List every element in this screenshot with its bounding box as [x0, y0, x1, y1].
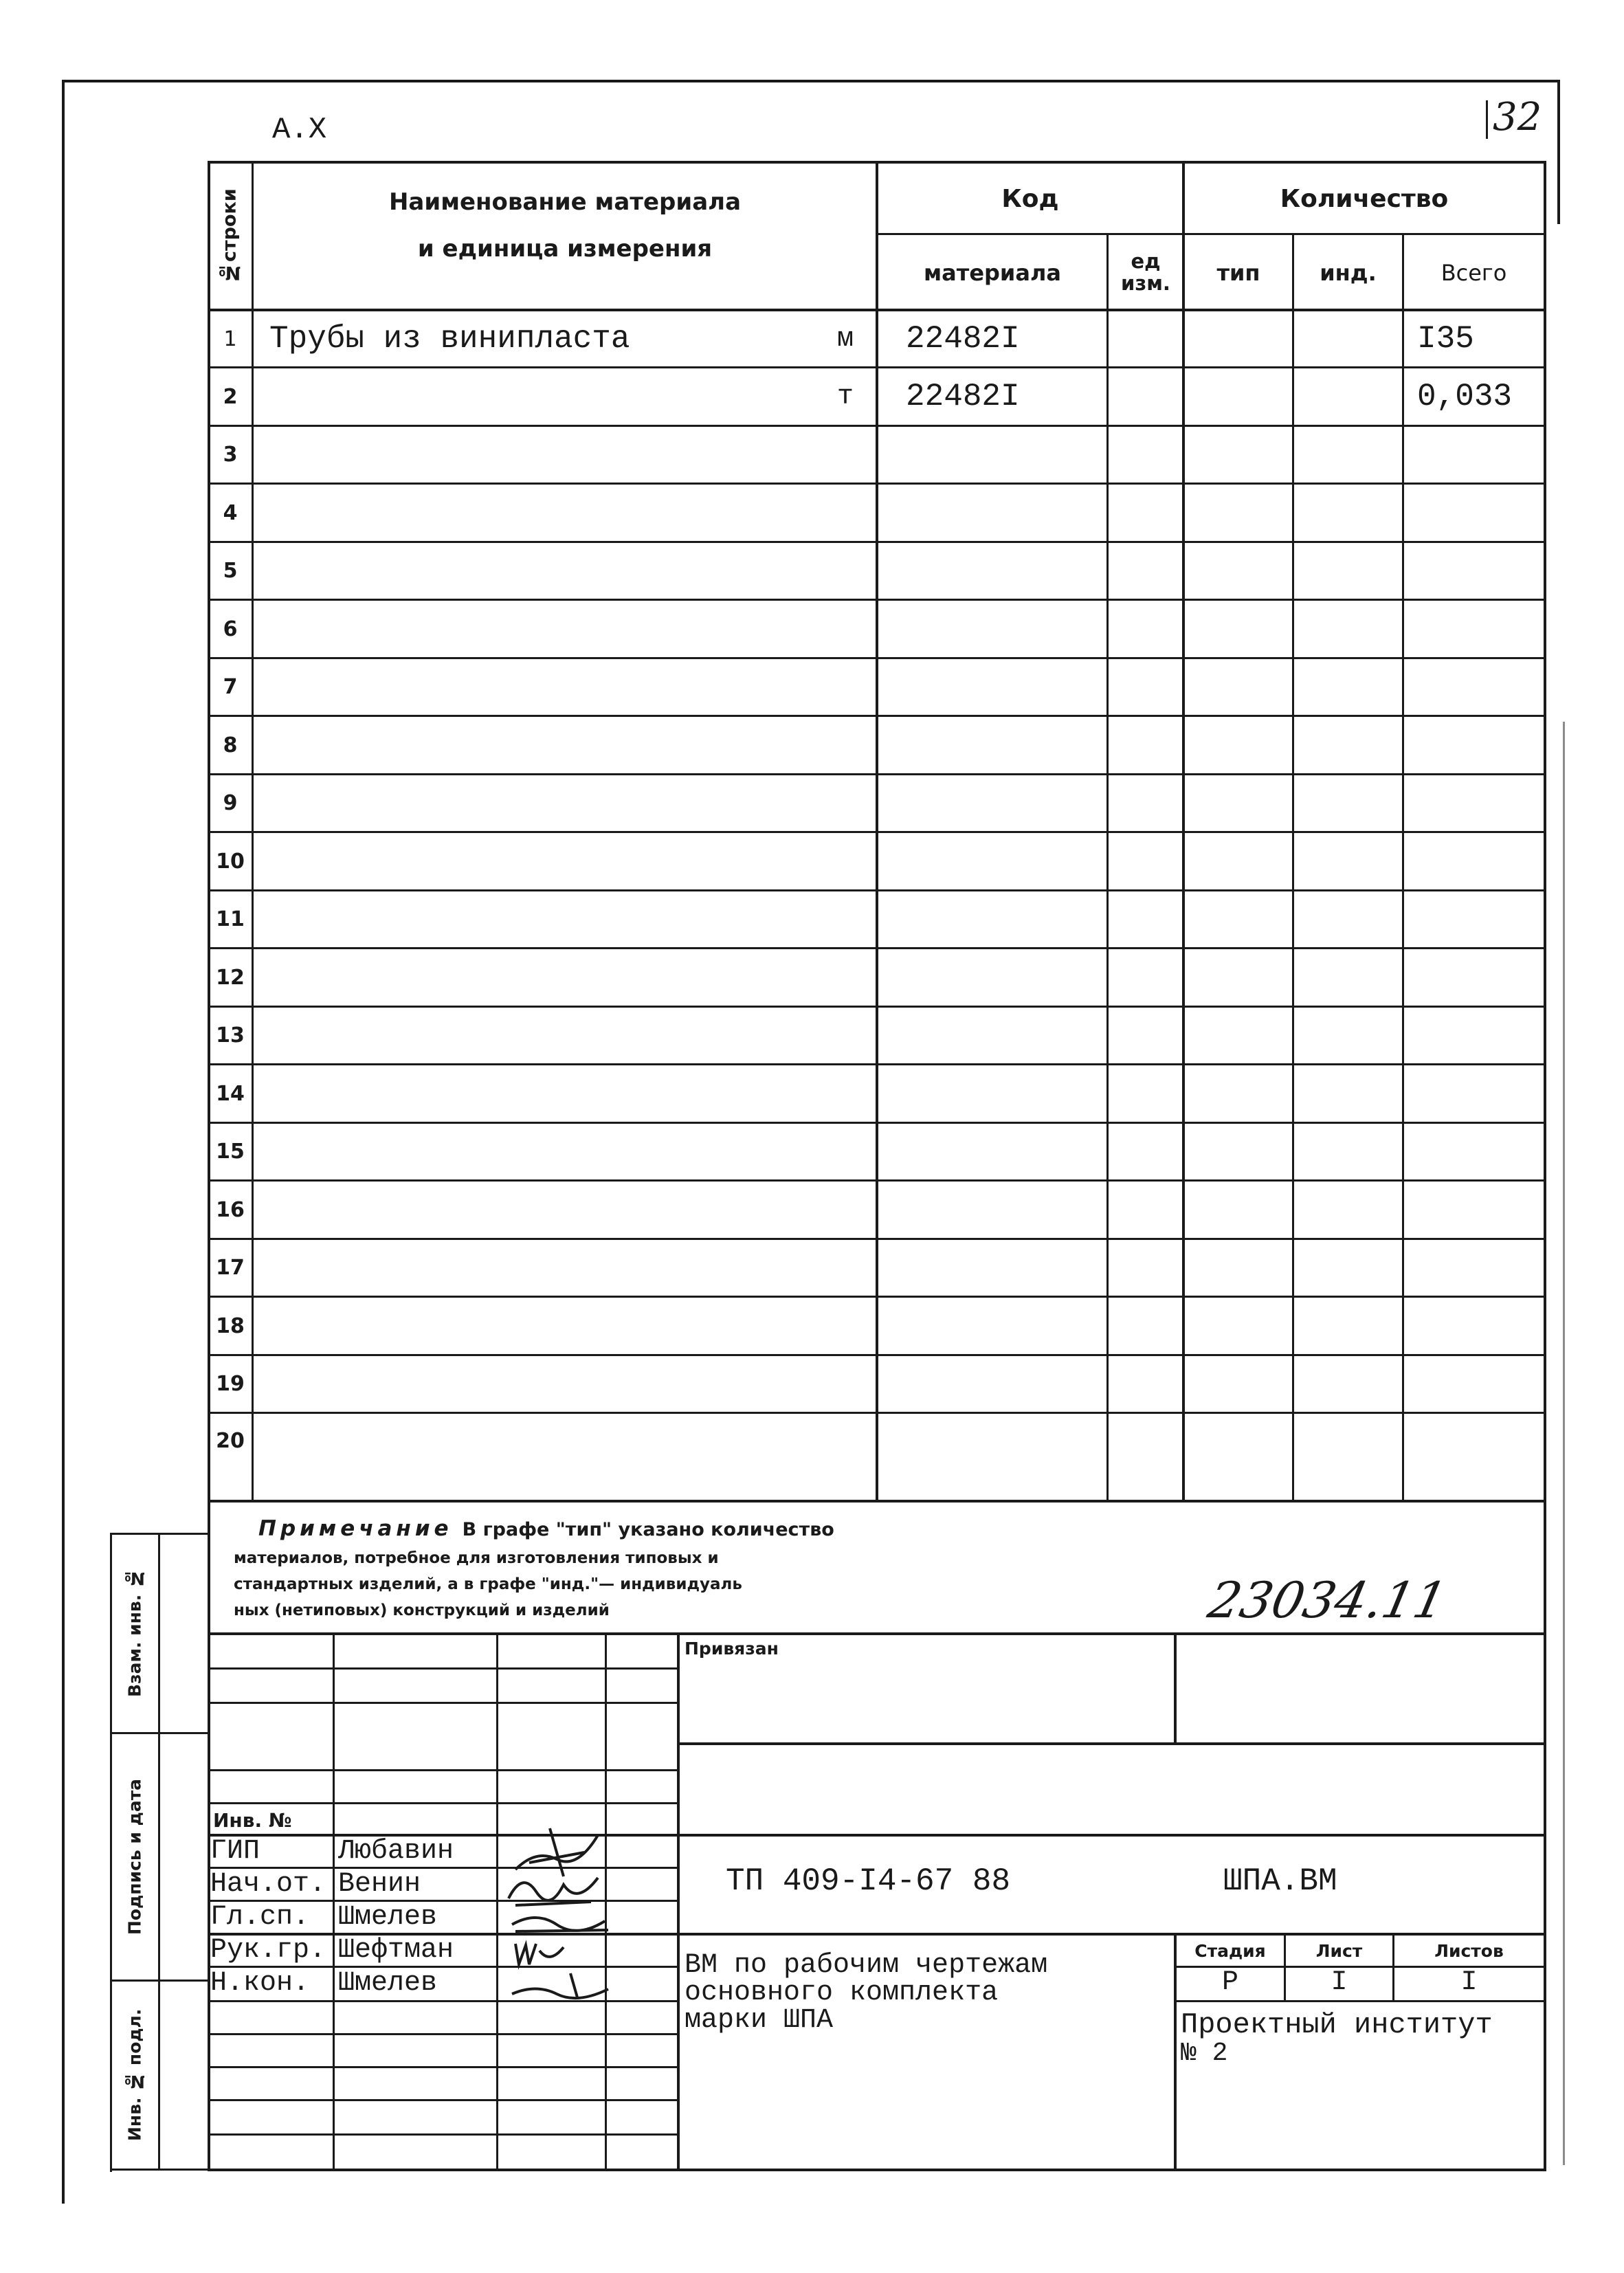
page-top-border	[63, 80, 1560, 82]
col-line-material	[1106, 233, 1109, 1501]
note-line4: ных (нетиповых) конструкций и изделий	[234, 1601, 610, 1619]
col-line-ind	[1402, 233, 1404, 1501]
tb-line	[208, 1769, 678, 1771]
material-code: 22482I	[906, 321, 1020, 357]
row-number: 20	[216, 1429, 245, 1453]
row-line	[208, 425, 1546, 427]
note-line3: стандартных изделий, а в графе "инд."— индивидуаль	[234, 1575, 742, 1593]
stage-label: Стадия	[1194, 1940, 1266, 1961]
page-number: 32	[1493, 95, 1542, 140]
row-number: 12	[216, 965, 245, 990]
code-unit-header: ед изм.	[1121, 250, 1170, 295]
table-data-bottom-line	[208, 1500, 1546, 1503]
row-number: 10	[216, 849, 245, 874]
page-right-border-lower	[1563, 722, 1565, 2165]
sheet-value: I	[1331, 1967, 1348, 1998]
qty-ind-header: инд.	[1320, 260, 1377, 286]
quantity-group-header: Количество	[1280, 184, 1449, 213]
row-number: 14	[216, 1081, 245, 1106]
tb-vline	[605, 1632, 607, 2169]
row-line	[208, 366, 1546, 368]
row-number: 2	[223, 384, 238, 409]
row-line	[208, 1412, 1546, 1414]
row-line	[208, 1006, 1546, 1008]
project-code: ТП 409-I4-67 88	[726, 1863, 1011, 1899]
role-gip: ГИП	[210, 1836, 260, 1867]
row-number: 9	[223, 791, 238, 815]
row-line	[208, 947, 1546, 949]
row-line	[208, 1296, 1546, 1298]
row-line	[208, 599, 1546, 601]
row-number: 19	[216, 1372, 245, 1396]
row-number: 15	[216, 1140, 245, 1164]
description-line3: марки ШПА	[685, 2005, 834, 2036]
tb-vline	[496, 1632, 498, 2169]
code-group-header: Код	[1001, 184, 1059, 213]
row-line	[208, 1122, 1546, 1124]
tb-vline	[1174, 1632, 1177, 1744]
name-gip: Любавин	[338, 1836, 454, 1867]
header-subrow-line	[877, 233, 1545, 235]
row-line	[208, 483, 1546, 485]
margin-line	[158, 1533, 160, 2169]
row-number: 5	[223, 559, 238, 583]
tb-line	[208, 2133, 678, 2136]
row-number: 11	[216, 907, 245, 931]
row-line	[208, 831, 1546, 833]
row-number: 7	[223, 675, 238, 699]
stage-value: Р	[1221, 1967, 1238, 1998]
tb-line	[208, 1632, 1546, 1635]
material-unit: т	[837, 381, 854, 412]
sheets-label: Листов	[1434, 1940, 1504, 1961]
role-nach-ot: Нач.от.	[210, 1869, 326, 1900]
name-header-line2: и единица измерения	[417, 235, 713, 263]
material-code: 22482I	[906, 379, 1020, 414]
row-line	[208, 773, 1546, 775]
row-line	[208, 1063, 1546, 1065]
row-line	[208, 657, 1546, 659]
note-line2: материалов, потребное для изготовления типовых и	[234, 1549, 719, 1567]
row-line	[208, 1238, 1546, 1240]
margin-label-podpis-data: Подпись и дата	[124, 1778, 145, 1935]
signature-gl-sp	[509, 1904, 612, 1938]
description-line1: ВМ по рабочим чертежам	[685, 1950, 1048, 1981]
note-line1-text: В графе "тип" указано количество	[462, 1519, 834, 1540]
row-line	[208, 1179, 1546, 1182]
privyazan-label: Привязан	[685, 1639, 779, 1659]
tb-line	[208, 1667, 678, 1670]
role-n-kon: Н.кон.	[210, 1968, 310, 1999]
tb-vline	[333, 1632, 335, 2169]
margin-label-vzam-inv: Взам. инв. №	[124, 1568, 145, 1698]
sheet-label: Лист	[1315, 1940, 1363, 1961]
tb-line	[1175, 2000, 1546, 2002]
description-line2: основного комплекта	[685, 1977, 999, 2008]
sheet-code: А.Х	[272, 113, 327, 147]
name-nach-ot: Венин	[338, 1869, 421, 1900]
organization-line2: № 2	[1181, 2039, 1228, 2068]
inv-label: Инв. №	[213, 1809, 292, 1832]
signature-ruk-gr	[509, 1937, 577, 1971]
row-number: 18	[216, 1313, 245, 1338]
margin-line	[110, 1533, 112, 2172]
qty-type-header: тип	[1216, 260, 1260, 286]
organization-line1: Проектный институт	[1181, 2008, 1493, 2041]
note-title: Примечание	[258, 1516, 453, 1541]
row-number: 4	[223, 500, 238, 525]
sheets-value: I	[1460, 1967, 1478, 1998]
row-number: 17	[216, 1256, 245, 1280]
mark-code: ШПА.ВМ	[1223, 1863, 1337, 1899]
table-bottom-border	[208, 2169, 1546, 2171]
tb-line	[208, 1802, 678, 1804]
quantity-total: 0,033	[1417, 379, 1513, 414]
name-gl-sp: Шмелев	[338, 1902, 438, 1933]
tb-line	[208, 2033, 678, 2035]
material-name: Трубы из винипласта	[269, 321, 630, 357]
row-number: 6	[223, 617, 238, 641]
table-right-border	[1544, 161, 1546, 2171]
note-line1	[258, 1516, 834, 1541]
qty-total-header: Всего	[1441, 260, 1507, 286]
row-line	[208, 541, 1546, 543]
row-line	[208, 1354, 1546, 1356]
page-number-divider	[1486, 100, 1488, 139]
col-line-type	[1292, 233, 1294, 1501]
row-number: 1	[223, 326, 237, 351]
tb-vline	[677, 1632, 680, 2170]
tb-line	[208, 1702, 678, 1704]
name-n-kon: Шмелев	[338, 1968, 438, 1999]
row-number-header: №строки	[219, 188, 241, 284]
tb-line	[208, 2066, 678, 2068]
page-left-border	[62, 80, 65, 2204]
row-number: 16	[216, 1197, 245, 1222]
role-gl-sp: Гл.сп.	[210, 1902, 310, 1933]
row-number: 3	[223, 443, 238, 467]
row-line	[208, 715, 1546, 717]
name-header-line1: Наименование материала	[388, 188, 742, 216]
tb-line	[677, 1742, 1546, 1745]
signature-n-kon	[509, 1970, 612, 2004]
quantity-total: I35	[1417, 321, 1474, 357]
page-right-border	[1557, 80, 1560, 224]
name-ruk-gr: Шефтман	[338, 1935, 454, 1966]
material-unit: м	[837, 323, 854, 355]
code-material-header: материала	[924, 260, 1061, 286]
role-ruk-gr: Рук.гр.	[210, 1935, 326, 1966]
row-number: 13	[216, 1023, 245, 1047]
row-line	[208, 889, 1546, 891]
tb-line	[208, 2099, 678, 2101]
row-number: 8	[223, 733, 238, 757]
margin-line	[110, 2169, 208, 2171]
margin-label-inv-podl: Инв. № подл.	[124, 2008, 145, 2142]
handwritten-number: 23034.11	[1203, 1571, 1452, 1629]
